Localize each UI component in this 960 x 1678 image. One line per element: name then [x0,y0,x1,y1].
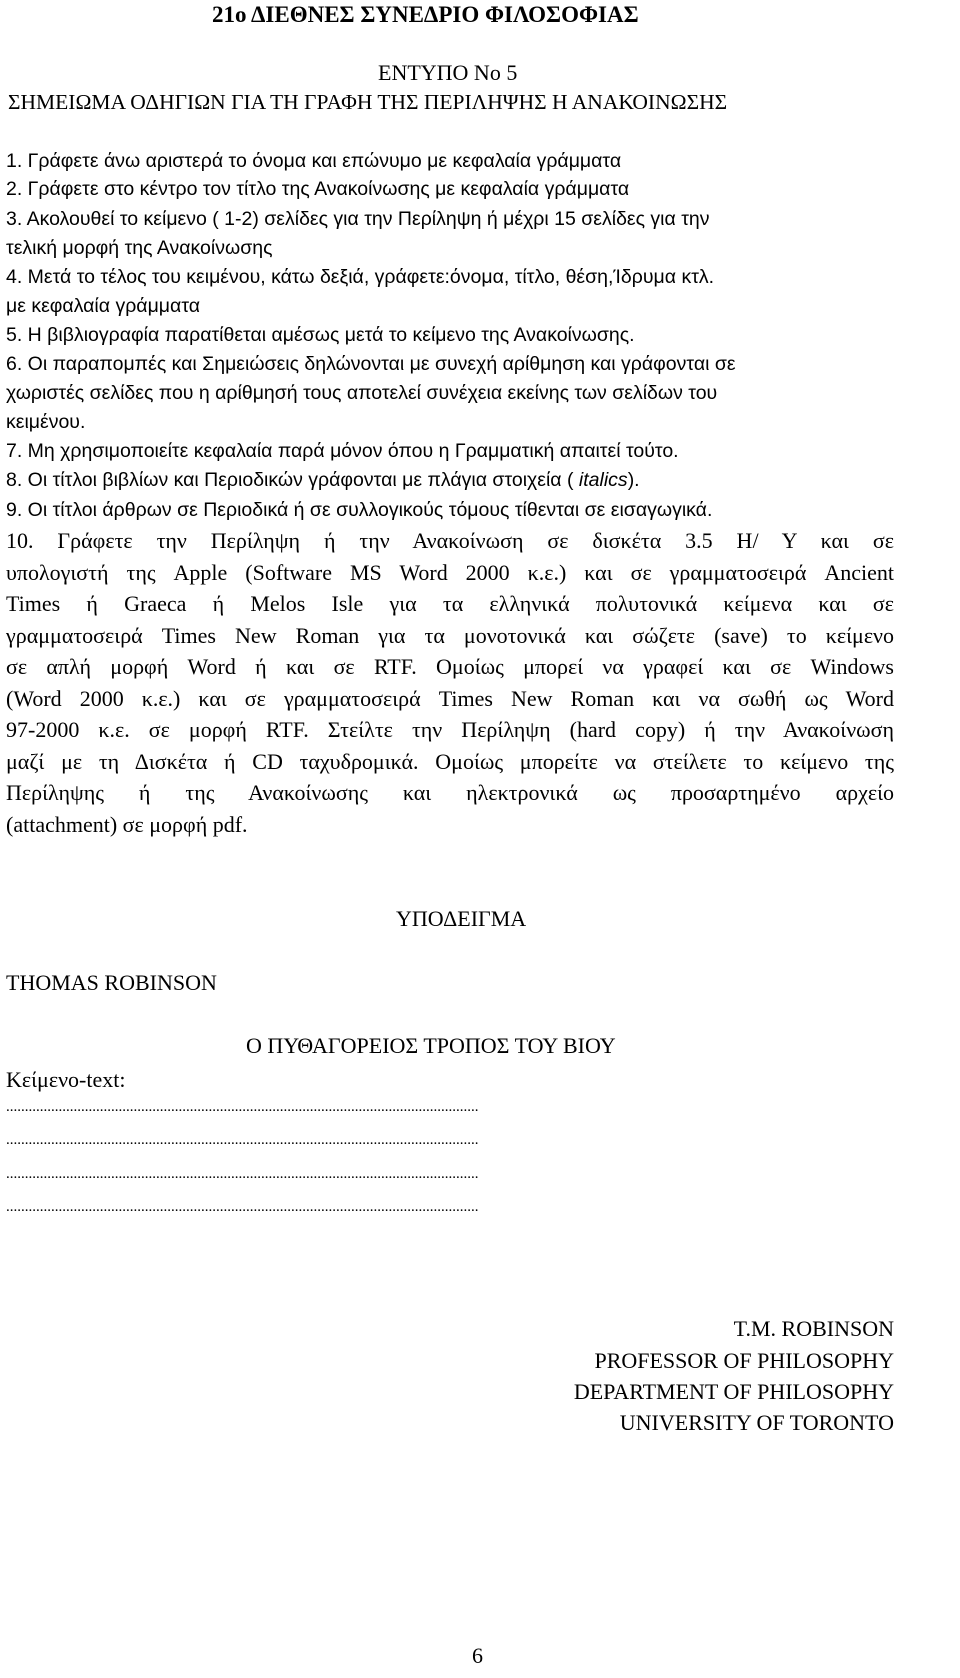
instruction-4a: 4. Μετά το τέλος του κειμένου, κάτω δεξιά, γράφετε:όνομα, τίτλο, θέση,Ίδρυμα κτλ. [6,266,715,288]
dotted-line: .............................................................................................................................. [6,1132,479,1148]
signature-name: T.M. ROBINSON [733,1316,894,1341]
instruction-6c: κειμένου. [6,411,86,433]
form-number: ΕΝΤΥΠΟ Νο 5 [378,60,518,85]
instruction-10-line: 97-2000 κ.ε. σε μορφή RTF. Στείλτε την Περίληψη (hard copy) ή την Ανακοίνωση [6,717,894,742]
form-subtitle: ΣΗΜΕΙΩΜΑ ΟΔΗΓΙΩΝ ΓΙΑ ΤΗ ΓΡΑΦΗ ΤΗΣ ΠΕΡΙΛΗΨΗΣ Η ΑΝΑΚΟΙΝΩΣΗΣ [8,90,728,114]
instruction-10-line: 10. Γράφετε την Περίληψη ή την Ανακοίνωση σε δισκέτα 3.5 Η/ Υ και σε [6,528,894,553]
instruction-7: 7. Μη χρησιμοποιείτε κεφαλαία παρά μόνον όπου η Γραμματική απαιτεί τούτο. [6,440,679,462]
page-number: 6 [472,1643,483,1668]
dotted-line: .............................................................................................................................. [6,1166,479,1182]
instruction-6a: 6. Οι παραπομπές και Σημειώσεις δηλώνονται με συνεχή αρίθμηση και γράφονται σε [6,353,736,375]
signature-position: PROFESSOR OF PHILOSOPHY [594,1348,894,1373]
instruction-10-line: Times ή Graeca ή Melos Isle για τα ελληνικά πολυτονικά κείμενα και σε [6,591,894,616]
example-text-label: Κείμενο-text: [6,1067,126,1092]
instruction-10-line: (Word 2000 κ.ε.) και σε γραμματοσειρά Times New Roman και να σωθή ως Word [6,685,894,711]
instruction-9: 9. Οι τίτλοι άρθρων σε Περιοδικά ή σε συλλογικούς τόμους τίθενται σε εισαγωγικά. [6,499,713,521]
dotted-line: .............................................................................................................................. [6,1099,479,1115]
instruction-10-line: (attachment) σε μορφή pdf. [6,811,248,837]
instruction-10-line: μαζί με τη Δισκέτα ή CD ταχυδρομικά. Ομοίως μπορείτε να στείλετε το κείμενο της [6,748,894,774]
instruction-1: 1. Γράφετε άνω αριστερά το όνομα και επώνυμο με κεφαλαία γράμματα [6,150,622,172]
instruction-10-line: υπολογιστή της Apple (Software MS Word 2000 κ.ε.) και σε γραμματοσειρά Ancient [6,559,894,585]
example-paper-title: Ο ΠΥΘΑΓΟΡΕΙΟΣ ΤΡΟΠΟΣ ΤΟΥ ΒΙΟΥ [246,1033,616,1058]
instruction-3a: 3. Ακολουθεί το κείμενο ( 1-2) σελίδες για την Περίληψη ή μέχρι 15 σελίδες για την [6,208,710,230]
instruction-8-end: ). [627,469,640,491]
instruction-8-text: 8. Οι τίτλοι βιβλίων και Περιοδικών γράφονται με πλάγια στοιχεία ( [6,469,579,491]
instruction-10-line: γραμματοσειρά Times New Roman για τα μονοτονικά και σώζετε (save) το κείμενο [6,622,894,648]
instruction-10-line: σε απλή μορφή Word ή και σε RTF. Ομοίως μπορεί να γραφεί και σε Windows [6,654,894,679]
instruction-4b: με κεφαλαία γράμματα [6,295,201,317]
instruction-10-paragraph [6,525,894,840]
instruction-8-italic: italics [578,469,628,491]
dotted-line: .............................................................................................................................. [6,1199,479,1215]
instruction-5: 5. Η βιβλιογραφία παρατίθεται αμέσως μετά το κείμενο της Ανακοίνωσης. [6,324,635,346]
instruction-2: 2. Γράφετε στο κέντρο τον τίτλο της Ανακοίνωσης με κεφαλαία γράμματα [6,178,630,200]
signature-department: DEPARTMENT OF PHILOSOPHY [573,1379,894,1404]
instruction-10-line: Περίληψης ή της Ανακοίνωσης και ηλεκτρονικά ως προσαρτημένο αρχείο [6,780,894,805]
instruction-3b: τελική μορφή της Ανακοίνωσης [6,237,273,259]
instruction-6b: χωριστές σελίδες που η αρίθμησή τους αποτελεί συνέχεια εκείνης των σελίδων του [6,382,718,404]
signature-university: UNIVERSITY OF TORONTO [619,1410,894,1435]
conference-title: 21ο ΔΙΕΘΝΕΣ ΣΥΝΕΔΡΙΟ ΦΙΛΟΣΟΦΙΑΣ [212,2,639,27]
example-heading: ΥΠΟΔΕΙΓΜΑ [396,906,527,931]
instruction-8 [6,469,640,492]
example-author: THOMAS ROBINSON [6,970,217,995]
